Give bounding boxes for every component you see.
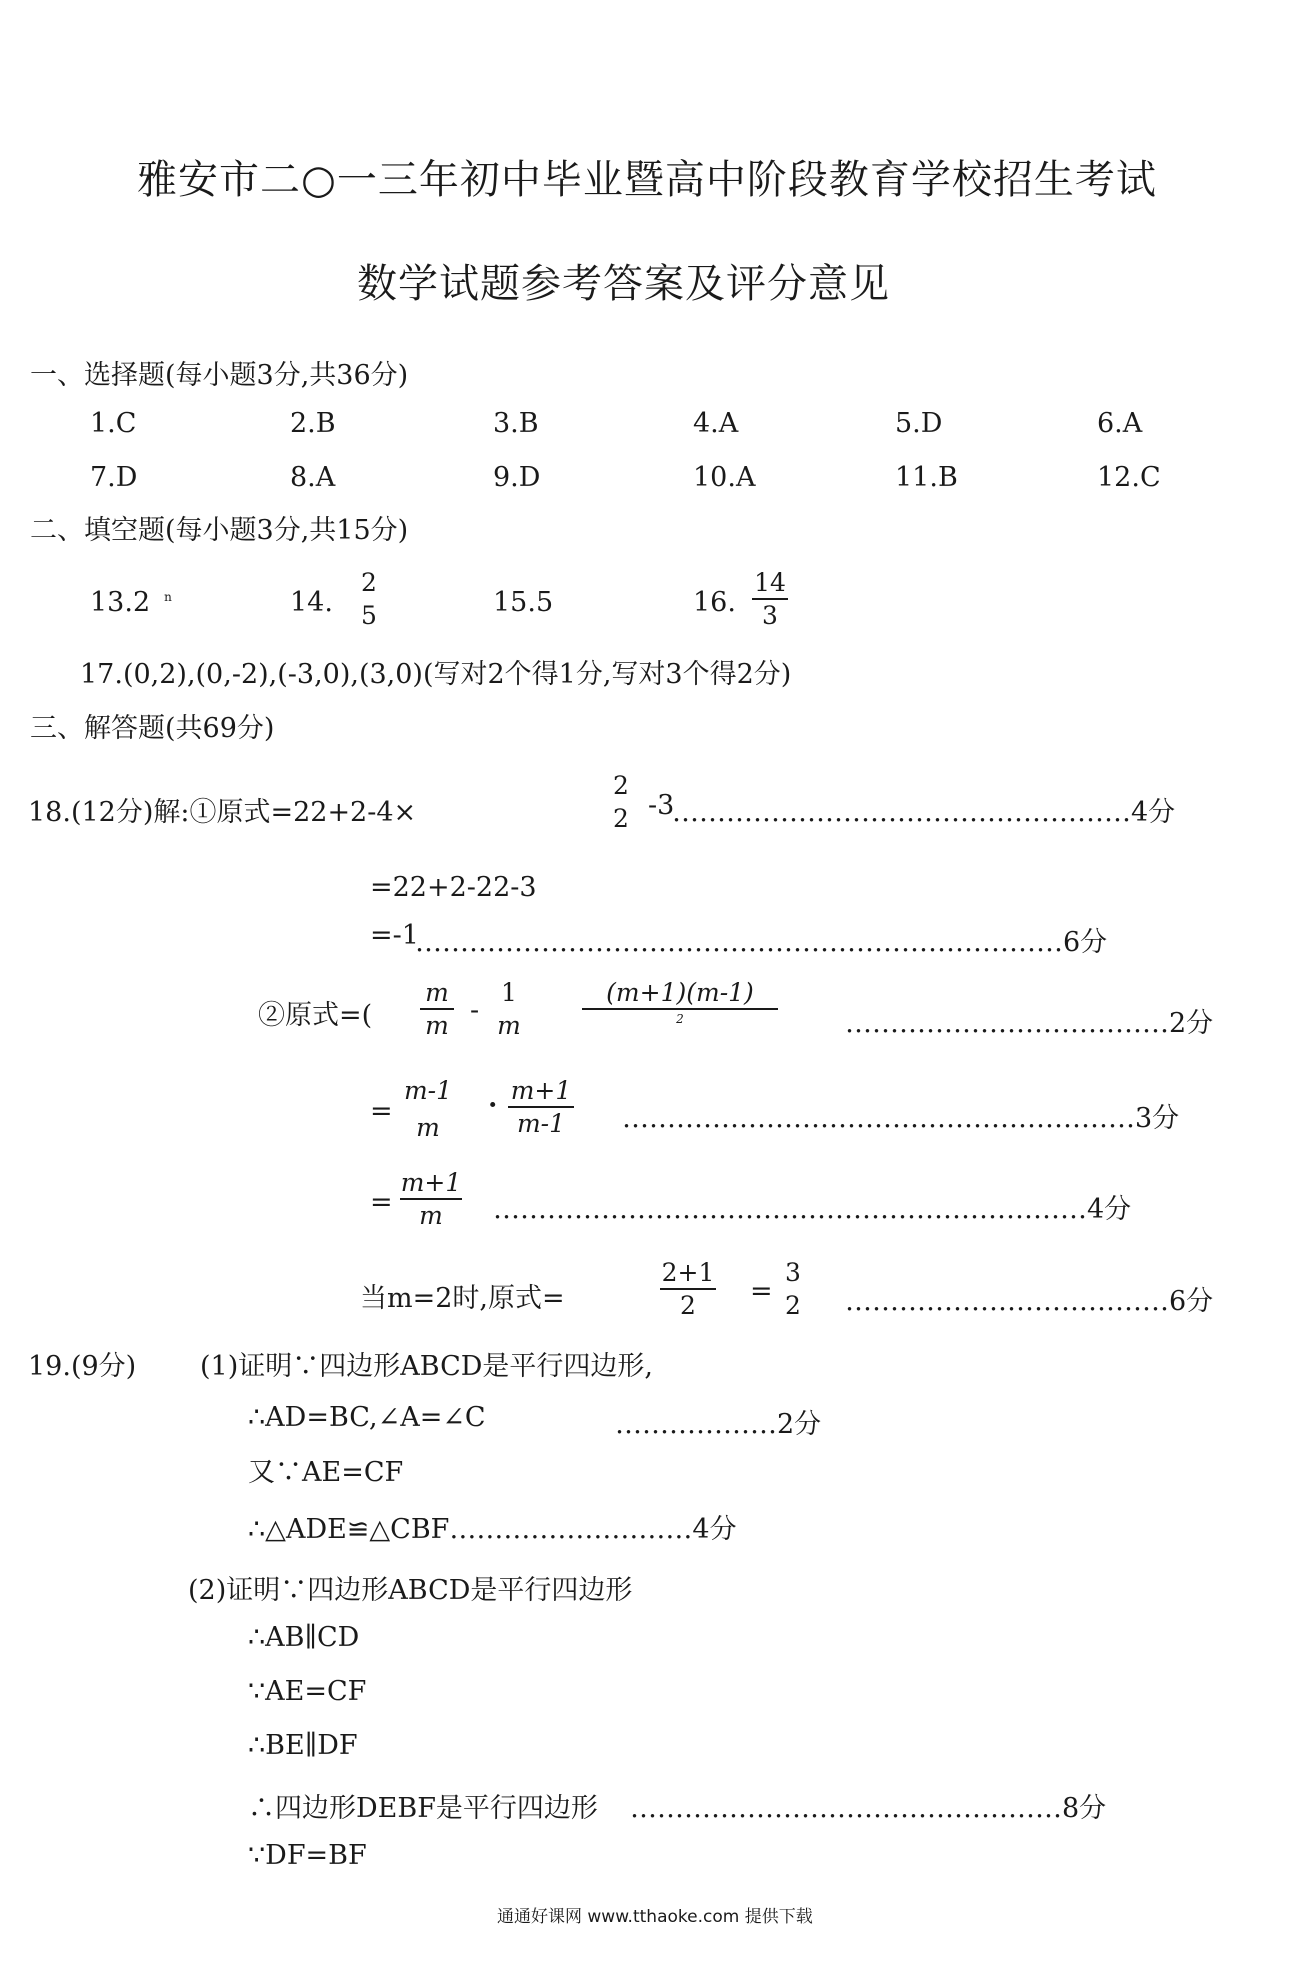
q18-part2-times: · — [488, 1090, 498, 1121]
q18-part2-line4-score: ………………………………6分 — [845, 1286, 1214, 1317]
fraction-numerator: 1 — [501, 978, 517, 1007]
mc-answer: 1.C — [90, 408, 137, 439]
q18-part2-eq-2: = — [370, 1187, 393, 1218]
fraction-numerator: m+1 — [400, 1168, 462, 1197]
mc-answer: 7.D — [90, 462, 138, 493]
q18-line1-score: ……………………………………………4分 — [672, 797, 1176, 828]
q18-part2-heading: ②原式=( — [258, 1000, 373, 1031]
fill-answer-14-fraction — [358, 570, 380, 628]
q19-line7: ∵AE=CF — [248, 1676, 367, 1707]
fraction-numerator: 3 — [785, 1258, 801, 1287]
fraction-denominator: m-1 — [516, 1109, 566, 1138]
fill-answer-13 — [90, 587, 172, 618]
fraction-denominator: 2 — [785, 1291, 801, 1320]
q19-line3: 又∵AE=CF — [248, 1457, 404, 1488]
fraction-denominator: 5 — [361, 601, 377, 630]
mc-answer: 4.A — [693, 408, 739, 439]
footer-watermark: 通通好课网 www.tthaoke.com 提供下载 — [497, 1907, 813, 1927]
q19-line8: ∴BE∥DF — [248, 1730, 358, 1761]
q18-part2-fraction-1 — [420, 980, 454, 1038]
q18-part2-eq-3: = — [750, 1276, 773, 1307]
fraction-numerator: (m+1)(m-1) — [606, 978, 754, 1007]
q18-part2-substitute: 当m=2时,原式= — [360, 1283, 565, 1314]
fraction-numerator: 2+1 — [661, 1258, 715, 1287]
fraction-denominator: 2 — [680, 1291, 696, 1320]
q18-line2: =22+2-22-3 — [370, 872, 537, 903]
q18-part2-fraction-5 — [508, 1078, 574, 1136]
mc-answer: 6.A — [1097, 408, 1143, 439]
q18-line3: =-1 — [370, 920, 419, 951]
q19-line2: ∴AD=BC,∠A=∠C — [248, 1402, 486, 1433]
q19-line2-score: ………………2分 — [615, 1409, 822, 1440]
q18-line3-score: ………………………………………………………………6分 — [415, 927, 1108, 958]
fill-answer-13-superscript: n — [164, 590, 172, 604]
fraction-denominator: 2 — [676, 1012, 684, 1026]
fill-answer-17: 17.(0,2),(0,-2),(-3,0),(3,0)(写对2个得1分,写对3个得2分) — [80, 659, 792, 690]
mc-answer: 9.D — [493, 462, 541, 493]
fraction-denominator: m — [419, 1201, 443, 1230]
q19-line4: ∴△ADE≌△CBF………………………4分 — [248, 1514, 737, 1545]
q18-heading: 18.(12分)解:①原式=22+2-4× — [28, 797, 417, 828]
fill-answer-15: 15.5 — [493, 587, 554, 618]
mc-answer: 2.B — [290, 408, 336, 439]
mc-answer: 5.D — [895, 408, 943, 439]
q19-line6: ∴AB∥CD — [248, 1622, 360, 1653]
q19-line1: (1)证明∵四边形ABCD是平行四边形, — [200, 1351, 653, 1382]
q18-fraction — [610, 773, 632, 831]
fill-answer-13-text: 13.2 — [90, 587, 151, 618]
mc-answer: 8.A — [290, 462, 336, 493]
fraction-numerator: 14 — [754, 568, 786, 597]
fraction-denominator: m — [425, 1011, 449, 1040]
q18-part2-line3-score: …………………………………………………………4分 — [493, 1194, 1132, 1225]
section-3-heading: 三、解答题(共69分) — [30, 713, 275, 744]
fraction-numerator: 2 — [361, 568, 377, 597]
fill-answer-16-fraction — [752, 570, 788, 628]
fill-answer-14: 14. — [290, 587, 333, 618]
fraction-denominator: m — [497, 1011, 521, 1040]
fraction-numerator: m+1 — [510, 1076, 572, 1105]
fraction-denominator: 2 — [613, 804, 629, 833]
mc-answer: 3.B — [493, 408, 539, 439]
q18-part2-minus: - — [470, 995, 480, 1026]
fraction-numerator: 2 — [613, 771, 629, 800]
q18-part2-line2-score: …………………………………………………3分 — [622, 1103, 1180, 1134]
q19-heading: 19.(9分) — [28, 1351, 137, 1382]
q18-part2-fraction-8 — [782, 1260, 804, 1318]
fraction-denominator: 3 — [762, 601, 778, 630]
fraction-denominator: m — [416, 1113, 440, 1142]
q18-part2-fraction-7 — [660, 1260, 716, 1318]
mc-answer: 12.C — [1097, 462, 1161, 493]
q18-part2-fraction-4 — [400, 1078, 456, 1140]
section-2-heading: 二、填空题(每小题3分,共15分) — [30, 515, 409, 546]
fraction-numerator: m-1 — [403, 1076, 453, 1105]
page-subtitle: 数学试题参考答案及评分意见 — [357, 261, 890, 307]
q19-line5: (2)证明∵四边形ABCD是平行四边形 — [188, 1575, 633, 1606]
q18-part2-fraction-2 — [492, 980, 526, 1038]
section-1-heading: 一、选择题(每小题3分,共36分) — [30, 360, 409, 391]
q18-part2-fraction-3 — [582, 980, 778, 1025]
q18-part2-line1-score: ………………………………2分 — [845, 1008, 1214, 1039]
mc-answer: 10.A — [693, 462, 756, 493]
q18-part2-fraction-6 — [400, 1170, 462, 1228]
page-title: 雅安市二○一三年初中毕业暨高中阶段教育学校招生考试 — [137, 157, 1157, 203]
q19-line9: ∴四边形DEBF是平行四边形 — [248, 1793, 598, 1824]
fill-answer-16: 16. — [693, 587, 736, 618]
fraction-numerator: m — [425, 978, 449, 1007]
mc-answer: 11.B — [895, 462, 958, 493]
q18-part2-eq: = — [370, 1096, 393, 1127]
q19-line9-score: …………………………………………8分 — [630, 1793, 1107, 1824]
q19-line10: ∵DF=BF — [248, 1840, 367, 1871]
q18-line1-tail: -3 — [648, 790, 675, 821]
